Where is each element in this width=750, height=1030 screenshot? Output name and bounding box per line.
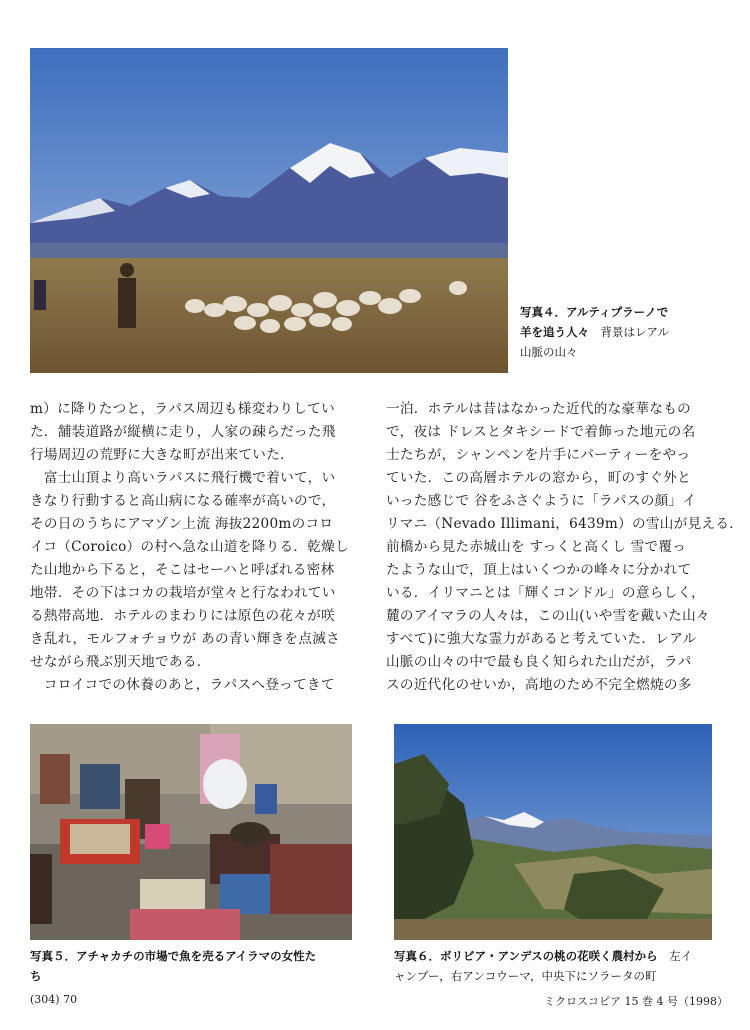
caption-photo4-line3: 山脈の山々 [520,345,578,359]
body-line: 前橋から見た赤城山を すっくと高くし 雪で覆っ [386,539,687,555]
body-line: る熱帯高地．ホテルのまわりには原色の花々が咲 [30,608,335,624]
caption-photo6-line1 [394,946,724,966]
caption-photo4-title-end: 羊を追う人々 [520,325,589,339]
photo-altiplano-sheep-image [30,48,508,373]
body-line: すべて)に強大な霊力があると考えていた．レアル [386,631,697,647]
body-line: イコ（Coroico）の村へ急な山道を降りる．乾燥し [30,539,349,555]
photo-achacachi-market [30,724,352,940]
caption-photo4-line2 [520,322,720,342]
photo-sorata-valley [394,724,712,940]
body-line: 地帯．その下はコカの栽培が堂々と行なわれてい [30,585,336,601]
body-line: スの近代化のせいか，高地のため不完全燃焼の多 [386,677,692,693]
photo-altiplano-sheep [30,48,508,373]
caption-photo6-line1-tail: 左イ [669,949,693,963]
body-line: ていた．この高層ホテルの窓から，町のすぐ外と [386,470,691,486]
body-line: その日のうちにアマゾン上流 海抜2200mのコロ [30,516,334,532]
caption-photo6-line2: ャンプー，右アンコウーマ，中央下にソラータの町 [394,969,657,983]
body-line: コロイコでの休養のあと，ラパスへ登ってきて [30,677,335,693]
body-line: 麓のアイマラの人々は，この山(いや雪を戴いた山々 [386,608,710,624]
body-line: た．舗装道路が縦横に走り，人家の疎らだった飛 [30,424,336,440]
body-line: 一泊．ホテルは昔はなかった近代的な豪華なもの [386,401,691,417]
body-line: いった感じで 谷をふさぐように「ラパスの顔」イ [386,493,697,509]
body-line: せながら飛ぶ別天地である． [30,654,211,670]
photo-achacachi-market-image [30,724,352,940]
caption-photo6 [394,946,724,986]
body-line: たような山で，頂上はいくつかの峰々に分かれて [386,562,692,578]
body-line: 士たちが，シャンペンを片手にパーティーをやっ [386,447,691,463]
body-line: き乱れ，モルフォチョウが あの青い輝きを点滅さ [30,631,341,647]
caption-photo4 [520,302,720,362]
photo-sorata-valley-image [394,724,712,940]
caption-photo5 [30,946,355,986]
caption-photo6-title: 写真６．ボリビア・アンデスの桃の花咲く農村から [394,949,658,963]
body-line: 行場周辺の荒野に大きな町が出来ていた． [30,447,294,463]
body-line: いる．イリマニとは「輝くコンドル」の意らしく， [386,585,706,601]
body-line: 富士山頂より高いラパスに飛行機で着いて，い [30,470,336,486]
body-line: リマニ（Nevado Illimani，6439m）の雪山が見える． [386,516,744,532]
journal-info: ミクロスコピア 15 巻 4 号（1998） [544,995,728,1008]
body-line: た山地から下ると，そこはセーハと呼ばれる密林 [30,562,335,578]
body-line: きなり行動すると高山病になる確率が高いので， [30,493,336,509]
caption-photo4-line1: 写真４．アルティプラーノで [520,305,669,319]
body-line: で，夜は ドレスとタキシードで着飾った地元の名 [386,424,696,440]
caption-photo5-line2: ち [30,969,42,983]
body-line: m）に降りたつと，ラパス周辺も様変わりしてい [30,401,335,417]
body-line: 山脈の山々の中で最も良く知られた山だが，ラパ [386,654,692,670]
page-number: (304) 70 [30,993,78,1006]
text-column-right [386,398,744,697]
caption-photo5-line1: 写真５．アチャカチの市場で魚を売るアイラマの女性た [30,949,317,963]
caption-photo4-sub: 背景はレアル [600,325,670,339]
text-column-left [30,398,365,697]
